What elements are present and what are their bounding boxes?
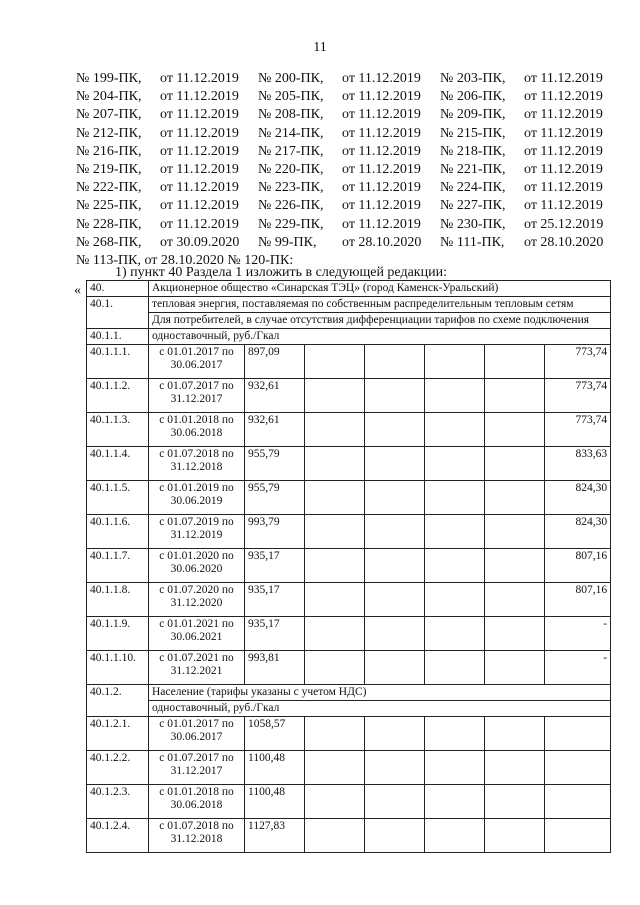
empty-cell <box>485 379 545 413</box>
resolution-number: № 220-ПК, <box>258 161 324 177</box>
table-row <box>87 549 611 583</box>
row-code: 40.1.1.3. <box>87 413 149 447</box>
resolution-date: от 28.10.2020 <box>524 234 604 250</box>
resolution-date: от 28.10.2020 <box>342 234 422 250</box>
resolution-date: от 11.12.2019 <box>524 198 603 214</box>
tariff-table <box>86 280 611 853</box>
empty-cell <box>365 751 425 785</box>
row-code: 40.1.1.2. <box>87 379 149 413</box>
resolution-date: от 11.12.2019 <box>160 125 239 141</box>
row-period: с 01.01.2019 по 30.06.2019 <box>149 481 245 515</box>
resolution-date: от 11.12.2019 <box>160 143 239 159</box>
reference-pair <box>440 197 612 215</box>
resolution-date: от 11.12.2019 <box>524 125 603 141</box>
reference-row <box>76 88 612 106</box>
empty-cell <box>365 819 425 853</box>
empty-cell <box>425 515 485 549</box>
resolution-date: от 11.12.2019 <box>160 89 239 105</box>
table-row <box>87 617 611 651</box>
reference-row <box>76 70 612 88</box>
row-last-value <box>545 819 611 853</box>
subsection-row <box>87 701 611 717</box>
row-last-value: 807,16 <box>545 549 611 583</box>
empty-cell <box>425 651 485 685</box>
row-value: 993,81 <box>245 651 305 685</box>
resolution-number: № 229-ПК, <box>258 216 324 232</box>
empty-cell <box>425 447 485 481</box>
row-last-value: 824,30 <box>545 481 611 515</box>
resolution-number: № 111-ПК, <box>440 234 505 250</box>
row-period: с 01.01.2017 по 30.06.2017 <box>149 345 245 379</box>
resolution-number: № 203-ПК, <box>440 71 506 86</box>
reference-pair <box>440 179 612 197</box>
row-code: 40.1.1.7. <box>87 549 149 583</box>
reference-row <box>76 216 612 234</box>
resolution-number: № 224-ПК, <box>440 180 506 196</box>
resolution-date: от 11.12.2019 <box>342 216 421 232</box>
resolution-date: от 11.12.2019 <box>160 161 239 177</box>
resolution-date: от 11.12.2019 <box>342 143 421 159</box>
row-last-value <box>545 717 611 751</box>
row-period: с 01.01.2021 по 30.06.2021 <box>149 617 245 651</box>
reference-pair <box>440 216 612 234</box>
empty-cell <box>305 447 365 481</box>
row-code: 40.1.2.3. <box>87 785 149 819</box>
empty-cell <box>365 481 425 515</box>
row-value: 1100,48 <box>245 785 305 819</box>
reference-row <box>76 106 612 124</box>
empty-cell <box>365 617 425 651</box>
row-period: с 01.01.2020 по 30.06.2020 <box>149 549 245 583</box>
row-code: 40.1.2.2. <box>87 751 149 785</box>
empty-cell <box>425 617 485 651</box>
empty-cell <box>305 785 365 819</box>
table-row <box>87 819 611 853</box>
reference-pair <box>76 143 258 161</box>
row-code: 40.1.1.9. <box>87 617 149 651</box>
reference-pair <box>440 234 612 252</box>
empty-cell <box>305 345 365 379</box>
row-value: 1127,83 <box>245 819 305 853</box>
table-row <box>87 379 611 413</box>
row-last-value <box>545 751 611 785</box>
resolution-date: от 11.12.2019 <box>524 71 603 86</box>
reference-row <box>76 179 612 197</box>
table-row <box>87 481 611 515</box>
row-value: 897,09 <box>245 345 305 379</box>
resolution-date: от 11.12.2019 <box>342 107 421 123</box>
row-period: с 01.07.2019 по 31.12.2019 <box>149 515 245 549</box>
empty-cell <box>305 515 365 549</box>
empty-cell <box>305 651 365 685</box>
row-period: с 01.07.2018 по 31.12.2018 <box>149 819 245 853</box>
resolution-number: № 204-ПК, <box>76 89 142 105</box>
resolution-number: № 225-ПК, <box>76 198 142 214</box>
row-last-value: 807,16 <box>545 583 611 617</box>
empty-cell <box>485 785 545 819</box>
reference-pair <box>76 161 258 179</box>
reference-row <box>76 161 612 179</box>
row-period: с 01.01.2018 по 30.06.2018 <box>149 413 245 447</box>
row-value: 1058,57 <box>245 717 305 751</box>
empty-cell <box>305 583 365 617</box>
resolution-number: № 207-ПК, <box>76 107 142 123</box>
resolution-date: от 11.12.2019 <box>342 125 421 141</box>
section-row <box>87 297 611 313</box>
resolution-date: от 11.12.2019 <box>342 71 421 86</box>
resolution-date: от 11.12.2019 <box>524 107 603 123</box>
row-period: с 01.01.2018 по 30.06.2018 <box>149 785 245 819</box>
reference-pair <box>76 125 258 143</box>
reference-pair <box>258 197 440 215</box>
reference-pair <box>440 106 612 124</box>
table-row <box>87 717 611 751</box>
resolution-date: от 11.12.2019 <box>342 180 421 196</box>
reference-rows <box>76 70 612 252</box>
reference-pair <box>76 179 258 197</box>
reference-pair <box>258 70 440 88</box>
row-code: 40.1.1.5. <box>87 481 149 515</box>
resolution-date: от 11.12.2019 <box>524 161 603 177</box>
reference-pair <box>440 70 612 88</box>
table-row <box>87 345 611 379</box>
empty-cell <box>425 751 485 785</box>
header-organization: Акционерное общество «Синарская ТЭЦ» (город Каменск-Уральский) <box>149 281 611 297</box>
row-value: 1100,48 <box>245 751 305 785</box>
resolution-number: № 223-ПК, <box>258 180 324 196</box>
row-last-value: 773,74 <box>545 379 611 413</box>
resolution-number: № 209-ПК, <box>440 107 506 123</box>
row-period: с 01.07.2021 по 31.12.2021 <box>149 651 245 685</box>
row-code: 40.1.1.8. <box>87 583 149 617</box>
empty-cell <box>365 379 425 413</box>
row-code: 40.1.2.1. <box>87 717 149 751</box>
resolution-number: № 206-ПК, <box>440 89 506 105</box>
empty-cell <box>365 717 425 751</box>
resolution-number: № 218-ПК, <box>440 143 506 159</box>
reference-row <box>76 234 612 252</box>
table-row <box>87 413 611 447</box>
resolution-number: № 205-ПК, <box>258 89 324 105</box>
empty-cell <box>485 717 545 751</box>
empty-cell <box>425 717 485 751</box>
empty-cell <box>425 785 485 819</box>
row-period: с 01.07.2020 по 31.12.2020 <box>149 583 245 617</box>
reference-pair <box>258 143 440 161</box>
empty-cell <box>485 549 545 583</box>
empty-cell <box>365 345 425 379</box>
table-row <box>87 447 611 481</box>
subsection-title: одноставочный, руб./Гкал <box>149 701 611 717</box>
resolution-number: № 215-ПК, <box>440 125 506 141</box>
row-code: 40.1.1.10. <box>87 651 149 685</box>
resolution-number: № 199-ПК, <box>76 71 142 86</box>
section-code: 40.1.2. <box>87 685 149 717</box>
subsection-row <box>87 329 611 345</box>
resolution-date: от 11.12.2019 <box>524 89 603 105</box>
reference-pair <box>76 88 258 106</box>
table-row <box>87 651 611 685</box>
amendment-instruction: 1) пункт 40 Раздела 1 изложить в следующей редакции: <box>115 265 447 280</box>
resolution-reference-list <box>76 70 612 270</box>
table-row <box>87 583 611 617</box>
resolution-date: от 11.12.2019 <box>342 198 421 214</box>
section-note: Для потребителей, в случае отсутствия дифференциации тарифов по схеме подключения <box>149 313 611 329</box>
reference-pair <box>258 216 440 234</box>
row-value: 932,61 <box>245 413 305 447</box>
row-value: 932,61 <box>245 379 305 413</box>
row-last-value: 773,74 <box>545 345 611 379</box>
resolution-number: № 221-ПК, <box>440 161 506 177</box>
row-code: 40.1.2.4. <box>87 819 149 853</box>
resolution-date: от 11.12.2019 <box>342 161 421 177</box>
resolution-date: от 30.09.2020 <box>160 234 240 250</box>
resolution-number: № 219-ПК, <box>76 161 142 177</box>
empty-cell <box>305 617 365 651</box>
empty-cell <box>425 379 485 413</box>
empty-cell <box>365 413 425 447</box>
empty-cell <box>365 515 425 549</box>
reference-pair <box>258 125 440 143</box>
table-header-row <box>87 281 611 297</box>
resolution-number: № 200-ПК, <box>258 71 324 86</box>
reference-row <box>76 125 612 143</box>
reference-pair <box>76 197 258 215</box>
empty-cell <box>305 549 365 583</box>
empty-cell <box>485 583 545 617</box>
subsection-code: 40.1.1. <box>87 329 149 345</box>
empty-cell <box>365 549 425 583</box>
row-period: с 01.07.2017 по 31.12.2017 <box>149 379 245 413</box>
row-last-value: 824,30 <box>545 515 611 549</box>
resolution-number: № 216-ПК, <box>76 143 142 159</box>
empty-cell <box>485 413 545 447</box>
reference-pair <box>76 70 258 88</box>
empty-cell <box>425 819 485 853</box>
resolution-number: № 268-ПК, <box>76 234 142 250</box>
resolution-date: от 11.12.2019 <box>524 180 603 196</box>
resolution-number: № 227-ПК, <box>440 198 506 214</box>
resolution-date: от 11.12.2019 <box>160 198 239 214</box>
resolution-number: № 228-ПК, <box>76 216 142 232</box>
row-code: 40.1.1.6. <box>87 515 149 549</box>
empty-cell <box>305 717 365 751</box>
resolution-number: № 230-ПК, <box>440 216 506 232</box>
reference-pair <box>258 88 440 106</box>
row-value: 935,17 <box>245 583 305 617</box>
empty-cell <box>485 651 545 685</box>
empty-cell <box>485 481 545 515</box>
reference-pair <box>258 161 440 179</box>
header-code: 40. <box>87 281 149 297</box>
resolution-date: от 11.12.2019 <box>524 143 603 159</box>
empty-cell <box>425 583 485 617</box>
row-last-value: - <box>545 651 611 685</box>
empty-cell <box>425 345 485 379</box>
reference-tail-line: № 113-ПК, от 28.10.2020 № 120-ПК: <box>76 252 294 268</box>
resolution-date: от 11.12.2019 <box>160 216 239 232</box>
section-code: 40.1. <box>87 297 149 329</box>
section-title: Население (тарифы указаны с учетом НДС) <box>149 685 611 701</box>
section-note-row <box>87 313 611 329</box>
empty-cell <box>365 583 425 617</box>
table-row <box>87 515 611 549</box>
empty-cell <box>425 413 485 447</box>
reference-pair <box>258 179 440 197</box>
empty-cell <box>425 549 485 583</box>
row-code: 40.1.1.1. <box>87 345 149 379</box>
empty-cell <box>485 751 545 785</box>
reference-pair <box>76 216 258 234</box>
row-period: с 01.01.2017 по 30.06.2017 <box>149 717 245 751</box>
reference-pair <box>76 106 258 124</box>
row-value: 993,79 <box>245 515 305 549</box>
opening-quote-mark: « <box>74 283 81 298</box>
empty-cell <box>365 651 425 685</box>
table-row <box>87 751 611 785</box>
resolution-number: № 99-ПК, <box>258 234 317 250</box>
row-code: 40.1.1.4. <box>87 447 149 481</box>
row-value: 955,79 <box>245 447 305 481</box>
row-period: с 01.07.2018 по 31.12.2018 <box>149 447 245 481</box>
page-number: 11 <box>313 40 327 55</box>
reference-row <box>76 197 612 215</box>
empty-cell <box>365 785 425 819</box>
resolution-number: № 214-ПК, <box>258 125 324 141</box>
empty-cell <box>485 447 545 481</box>
row-last-value: - <box>545 617 611 651</box>
empty-cell <box>485 345 545 379</box>
row-last-value: 773,74 <box>545 413 611 447</box>
empty-cell <box>485 819 545 853</box>
empty-cell <box>305 413 365 447</box>
row-value: 935,17 <box>245 617 305 651</box>
row-last-value: 833,63 <box>545 447 611 481</box>
row-value: 935,17 <box>245 549 305 583</box>
resolution-date: от 11.12.2019 <box>160 180 239 196</box>
reference-pair <box>440 143 612 161</box>
empty-cell <box>485 515 545 549</box>
resolution-number: № 222-ПК, <box>76 180 142 196</box>
section-row <box>87 685 611 701</box>
resolution-date: от 11.12.2019 <box>160 107 239 123</box>
table-row <box>87 785 611 819</box>
resolution-number: № 208-ПК, <box>258 107 324 123</box>
empty-cell <box>305 751 365 785</box>
reference-pair <box>258 106 440 124</box>
empty-cell <box>305 819 365 853</box>
reference-pair <box>440 88 612 106</box>
resolution-date: от 25.12.2019 <box>524 216 604 232</box>
empty-cell <box>305 379 365 413</box>
row-period: с 01.07.2017 по 31.12.2017 <box>149 751 245 785</box>
empty-cell <box>305 481 365 515</box>
resolution-date: от 11.12.2019 <box>160 71 239 86</box>
resolution-number: № 226-ПК, <box>258 198 324 214</box>
row-last-value <box>545 785 611 819</box>
subsection-title: одноставочный, руб./Гкал <box>149 329 611 345</box>
resolution-number: № 217-ПК, <box>258 143 324 159</box>
row-value: 955,79 <box>245 481 305 515</box>
empty-cell <box>425 481 485 515</box>
resolution-number: № 212-ПК, <box>76 125 142 141</box>
reference-pair <box>258 234 440 252</box>
empty-cell <box>485 617 545 651</box>
resolution-date: от 11.12.2019 <box>342 89 421 105</box>
reference-pair <box>440 125 612 143</box>
reference-pair <box>76 234 258 252</box>
section-title: тепловая энергия, поставляемая по собственным распределительным тепловым сетям <box>149 297 611 313</box>
empty-cell <box>365 447 425 481</box>
reference-pair <box>440 161 612 179</box>
reference-row <box>76 143 612 161</box>
